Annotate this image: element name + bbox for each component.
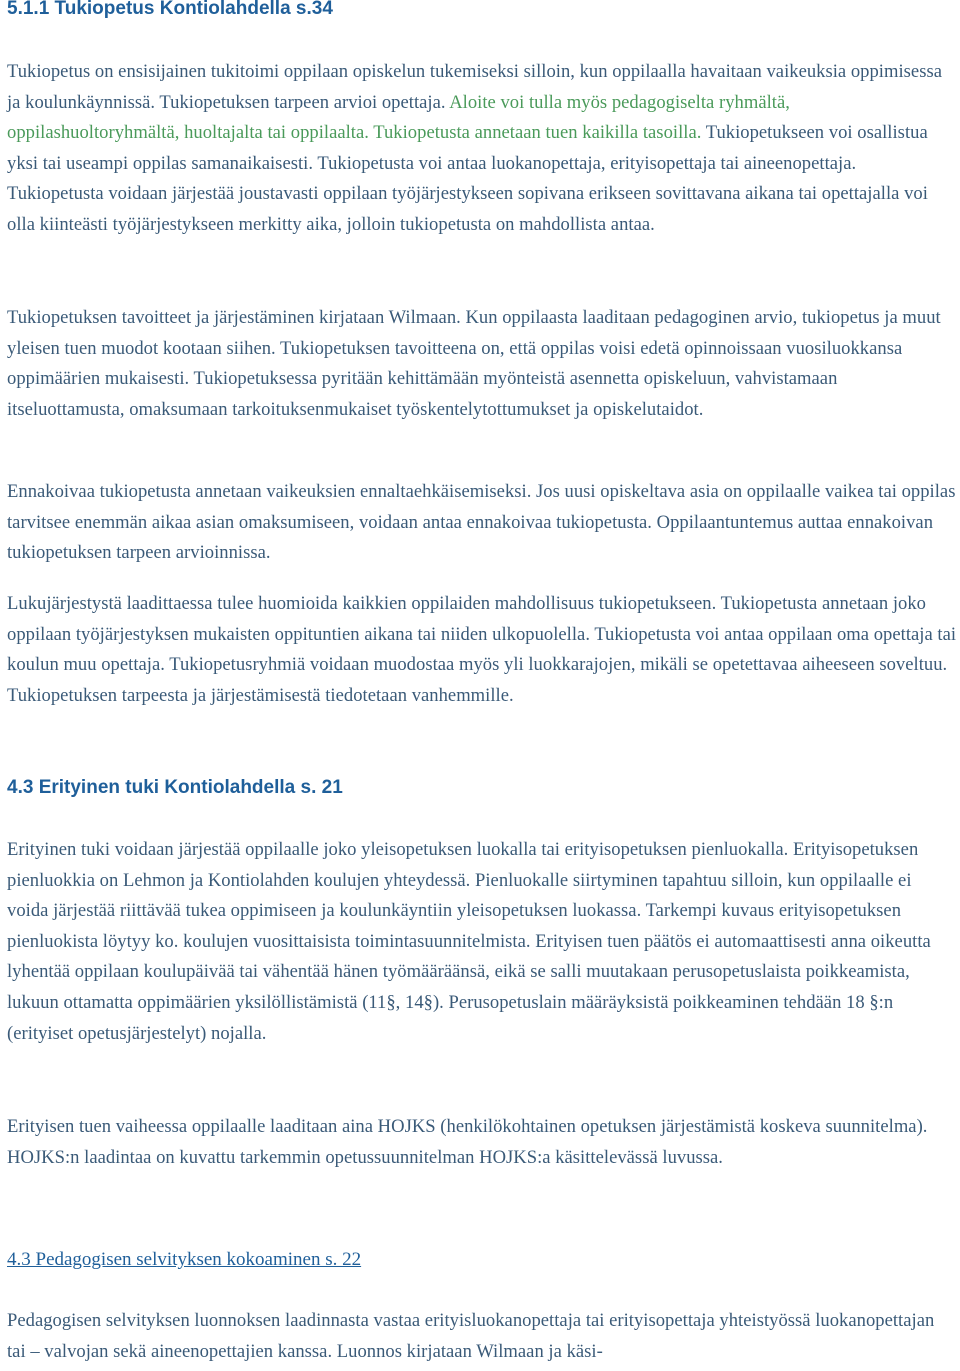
paragraph-lukujarjestys: Lukujärjestystä laadittaessa tulee huomioida kaikkien oppilaiden mahdollisuus tukiopetukseen. Tukiopetusta annetaan joko oppilaan työjärjestyksen mukaisten oppituntien aikana tai niiden ulkopuolella. Tukiopetusta voi antaa oppilaan oma opettaja tai koulun muu opettaja. Tukiopetusryhmiä voidaan muodostaa myös yli luokkarajojen, mikäli se opetettavaa aiheeseen soveltuu. Tukiopetuksen tarpeesta ja järjestämisestä tiedotetaan vanhemmille. xyxy=(7,593,957,706)
paragraph-tukiopetus-intro-part1: Tukiopetus on ensisijainen tukitoimi oppilaan opiskelun tukemiseksi silloin, kun oppilaalla havaitaan vaikeuksia oppimisessa ja koulunkäynnissä. Tukiopetuksen tarpeen arvioi opettaja. xyxy=(7,61,942,113)
paragraph-tukiopetus-intro-part3: Tukiopetukseen voi osallistua yksi tai useampi oppilas samanaikaisesti. Tukiopetusta voi antaa luokanopettaja, erityisopettaja tai aineenopettaja. Tukiopetusta voidaan järjestää joustavasti oppilaan työjärjestykseen sopivana erikseen sovittavana aikana tai opettajalla voi olla kiinteästi työjärjestykseen merkitty aika, jolloin tukiopetusta on mahdollista antaa. xyxy=(7,122,928,235)
paragraph-tukiopetus-intro xyxy=(7,57,957,241)
paragraph-tukiopetus-intro-part2: Aloite voi tulla myös pedagogiselta ryhmältä, oppilashuoltoryhmältä, huoltajalta tai oppilaalta. Tukiopetusta annetaan tuen kaikilla tasoilla. xyxy=(7,91,790,144)
paragraph-hojks: Erityisen tuen vaiheessa oppilaalle laaditaan aina HOJKS (henkilökohtainen opetuksen järjestämistä koskeva suunnitelma). HOJKS:n laadintaa on kuvattu tarkemmin opetussuunnitelman HOJKS:a käsittelevässä luvussa. xyxy=(7,1116,928,1168)
section-heading-erityinen-tuki: 4.3 Erityinen tuki Kontiolahdella s. 21 xyxy=(7,777,343,798)
paragraph-tukiopetus-tavoitteet: Tukiopetuksen tavoitteet ja järjestäminen kirjataan Wilmaan. Kun oppilaasta laaditaan pedagoginen arvio, tukiopetus ja muut yleisen tuen muodot kootaan siihen. Tukiopetuksen tavoitteena on, että oppilas voisi edetä opinnoissaan vuosiluokkansa oppimäärien mukaisesti. Tukiopetuksessa pyritään kehittämään myönteistä asennetta opiskeluun, vahvistamaan itseluottamusta, omaksumaan tarkoituksenmukaiset työskentelytottumukset ja opiskelutaidot. xyxy=(7,307,941,420)
section-heading-pedagoginen-selvitys[interactable]: 4.3 Pedagogisen selvityksen kokoaminen s. 22 xyxy=(7,1249,362,1270)
paragraph-ennakoiva-tukiopetus: Ennakoivaa tukiopetusta annetaan vaikeuksien ennaltaehkäisemiseksi. Jos uusi opiskeltava asia on oppilaalle vaikea tai oppilas tarvitsee enemmän aikaa asian omaksumiseen, voidaan antaa ennakoivaa tukiopetusta. Oppilaantuntemus auttaa ennakoivan tukiopetuksen tarpeen arvioinnissa. xyxy=(7,481,956,564)
section-heading-tukiopetus: 5.1.1 Tukiopetus Kontiolahdella s.34 xyxy=(7,0,333,19)
paragraph-erityinen-tuki: Erityinen tuki voidaan järjestää oppilaalle joko yleisopetuksen luokalla tai erityisopetuksen pienluokalla. Erityisopetuksen pienluokkia on Lehmon ja Kontiolahden koulujen yhteydessä. Pienluokalle siirtyminen tapahtuu silloin, kun oppilaalle ei voida järjestää riittävää tukea oppimiseen ja koulunkäyntiin yleisopetuksen luokassa. Tarkempi kuvaus erityisopetuksen pienluokista löytyy ko. koulujen vuosittaisista toimintasuunnitelmista. Erityisen tuen päätös ei automaattisesti anna oikeutta lyhentää oppilaan koulupäivää tai vähentää hänen työmääräänsä, eikä se salli muutakaan perusopetuslaista poikkeamista, lukuun ottamatta oppimäärien yksilöllistämistä (11§, 14§). Perusopetuslain määräyksistä poikkeaminen tehdään 18 §:n (erityiset opetusjärjestelyt) nojalla. xyxy=(7,839,931,1044)
paragraph-pedagoginen-selvitys: Pedagogisen selvityksen luonnoksen laadinnasta vastaa erityisluokanopettaja tai erityisopettaja yhteistyössä luokanopettajan tai – valvojan sekä aineenopettajien kanssa. Luonnos kirjataan Wilmaan ja käsi- xyxy=(7,1310,935,1362)
